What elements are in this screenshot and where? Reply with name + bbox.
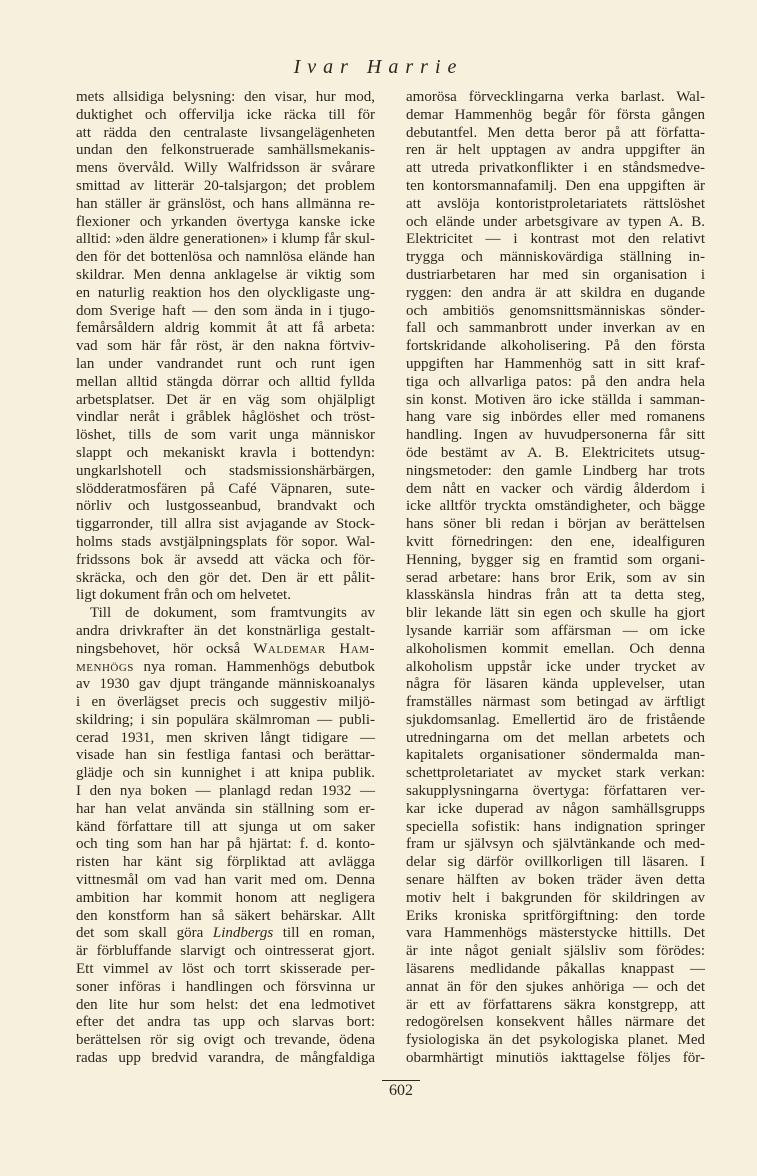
text-line: att utreda privatkonflikter i en ståndsmedve- [406,160,705,177]
text-line: känd författare till att sjunga ut om saker [76,818,375,835]
text-line: delar sig därför ovillkorligen till läsaren. I [406,854,705,871]
text-line: arbetsplatser. Det är en väg som ohjälpligt [76,391,375,408]
text-line: icke alltför tryckta omständigheter, och bägge [406,498,705,515]
text-line: vad som här får röst, är den nakna förtviv- [76,338,375,355]
text-line: handling. Ingen av huvudpersonerna får sitt [406,427,705,444]
text-line: berättelsen rör sig ovigt och trevande, ödena [76,1032,375,1049]
text-line: fortskridande alkoholisering. På den första [406,338,705,355]
text-line: duktighet och offervilja icke räcka till för [76,106,375,123]
text-line: radas upp bredvid varandra, de mångfaldiga [76,1050,375,1067]
text-line: schettproletariatet av mycket stark verkan: [406,765,705,782]
text-line: risten har känt sig förpliktad att avlägga [76,854,375,871]
text-line: ningsmetoder: den gamle Lindberg har trots [406,462,705,479]
small-caps-name: Waldemar Ham- [253,640,375,657]
text-line: sjukdomsanlag. Emellertid äro de fristående [406,711,705,728]
text-line: hans söner bli redan i början av berättelsen [406,516,705,533]
text-line: lysande karriär som affärsman — om icke [406,622,705,639]
text-line: några för läsaren kända upplevelser, utan [406,676,705,693]
text-line: femårsåldern aldrig kommit åt att få arbeta: [76,320,375,337]
text-line: debutantfel. Men detta beror på att författa- [406,124,705,141]
text-line: i en överlägset precis och suggestiv miljö- [76,694,375,711]
text-line: kvitt förnedringen: den ene, idealfiguren [406,533,705,550]
text-segment: nya roman. Hammenhögs debutbok [133,658,375,675]
text-line: slappt och mekaniskt kravla i bottendyn: [76,444,375,461]
running-title: Ivar Harrie [293,56,464,78]
text-line: den lite hur som helst: det ena ledmotivet [76,996,375,1013]
text-line: mellan alltid stängda dörrar och alltid fyllda [76,373,375,390]
text-line: alkoholismen kommit emellan. Och denna [406,640,705,657]
page-number: 602 [382,1080,420,1100]
text-line: demar Hammenhög begår för första gången [406,106,705,123]
text-line: ungkarlshotell och stadsmissionshärbärgen, [76,462,375,479]
text-line: sakupplysningarna övertyga: författaren ver- [406,783,705,800]
text-line: har han velat använda sin ställning som er- [76,800,375,817]
text-segment: till en roman, [273,925,375,942]
text-line: dom Sverige haft — den som ända in i tjugo- [76,302,375,319]
text-line: vindlar neråt i gråblek håglöshet och tröst- [76,409,375,426]
text-line: glädje och sin kunnighet i att knipa publik. [76,765,375,782]
text-line: fram ur självsyn och självtänkande och med- [406,836,705,853]
text-line [76,925,375,943]
text-line: soner införas i handlingen och försvinna ur [76,978,375,995]
text-line: fysiologiska än det psykologiska planet. Med [406,1032,705,1049]
text-line: tiga och allvarliga patos: på den andra hela [406,373,705,390]
text-line: löshet, tills de som varit unga människor [76,427,375,444]
text-line: den för det bottenlösa och namnlösa elände han [76,249,375,266]
text-line: mets allsidiga belysning: den visar, hur mod, [76,89,375,105]
text-line: redogörelsen konsekvent hålles närmare det [406,1014,705,1031]
text-line: amorösa förvecklingarna verka barlast. Wal- [406,89,705,105]
text-line: och ambitiös genomsnittsmänniskas sönder- [406,302,705,319]
text-line: att rädda den centralaste livsangelägenheten [76,124,375,141]
text-line: är inte något genialt själsliv som förödes: [406,943,705,960]
text-line: senare hälften av boken träder även detta [406,872,705,889]
text-line: är förbluffande slarvigt och ointresserat gjort. [76,943,375,960]
text-line: och ting som han har på hjärtat: f. d. konto- [76,836,375,853]
text-line: den konstform han så säkert behärskar. Allt [76,907,375,924]
text-line: att avslöja kontoristproletariatets rättslöshet [406,195,705,212]
text-line: smittad av litterär 20-talsjargon; det problem [76,177,375,194]
text-line: alltid: »den äldre generationen» i klump får skul- [76,231,375,248]
text-line: av 1930 gav djupt trängande människoanalys [76,676,375,693]
text-segment: det som skall göra [76,925,213,942]
text-line: nörliv och lustgosseanbud, brandvakt och [76,498,375,515]
text-line: cerad 1931, men skriven långt tidigare — [76,729,375,746]
text-line: I den nya boken — planlagd redan 1932 — [76,783,375,800]
text-line: trygga och människovärdiga ställning in- [406,249,705,266]
text-line: ren är helt upptagen av andra uppgifter än [406,142,705,159]
text-line: vittnesmål om vad han varit med om. Denna [76,872,375,889]
text-line [76,641,375,659]
text-line: serad arbetare: hans bror Erik, som av sin [406,569,705,586]
text-line: sin konst. Motiven äro icke ställda i samman- [406,391,705,408]
text-line: är ett av författarens säkra konstgrepp, att [406,996,705,1013]
italic-title: Lindbergs [212,925,274,942]
text-line: alkoholism uppstår icke under trycket av [406,658,705,675]
text-line: efter det andra tas upp och slarvas bort: [76,1014,375,1031]
text-line: han ställer är gränslöst, och hans allmänna re- [76,195,375,212]
small-caps-name: menhögs [76,658,134,675]
text-line: kar icke duperad av någon samhällsgrupps [406,800,705,817]
text-line: framställes närmast som betingad av ärftligt [406,694,705,711]
text-line: Henning, bygger sig en framtid som organi- [406,551,705,568]
text-line: dustriarbetaren har med sin organisation i [406,266,705,283]
text-line: annat än för den sjukes anhöriga — och det [406,978,705,995]
text-line: andra drivkrafter än det konstnärliga gestalt- [76,622,375,639]
text-line: motiv helt i bakgrunden för skildringen av [406,889,705,906]
text-line: fall och sammanbrott under inverkan av en [406,320,705,337]
text-line: dem nått en vacker och värdig ålderdom i [406,480,705,497]
text-line: holms stads avstjälpningsplats för sopor. Wal- [76,533,375,550]
text-line: slödderatmosfären på Café Väpnaren, sute- [76,480,375,497]
text-line: en naturlig reaktion hos den olyckligaste ung- [76,284,375,301]
text-column-left [76,89,375,1068]
text-line: Ett vimmel av löst och torrt skisserade per- [76,961,375,978]
text-line: vara Hammenhögs mästerstycke hittills. Det [406,925,705,942]
text-line [76,659,375,677]
text-line: visade han sin festliga fantasi och berättar- [76,747,375,764]
text-line: öde bestämt av A. B. Elektricitets utsug- [406,444,705,461]
text-line: mens övervåld. Willy Walfridsson är svårare [76,160,375,177]
text-line: kapitalets organisationer söndermalda man- [406,747,705,764]
text-line: läsarens medlidande påkallas knappast — [406,961,705,978]
text-line: skildring; i sin populära skälmroman — publi- [76,711,375,728]
text-line: Eriks kroniska spritförgiftning: den torde [406,907,705,924]
text-line: flexioner och yrkanden övertyga kanske icke [76,213,375,230]
text-line: hang vare sig inbördes eller med romanens [406,409,705,426]
text-line: ten kontorsmannafamilj. Den ena uppgiften är [406,177,705,194]
text-line: skildrar. Men denna anklagelse är viktig som [76,266,375,283]
text-line: och elände under arbetsgivare av typen A. B. [406,213,705,230]
text-line: uppgiften har Hammenhög satt in sitt kraf- [406,355,705,372]
text-line: fridssons bok är avsedd att väcka och för- [76,551,375,568]
text-line: Elektricitet — i kontrast mot den relativt [406,231,705,248]
text-line: ryggen: den andra är att skildra en dugande [406,284,705,301]
text-line: tiggarronder, till allra sist avjagande av Stock- [76,516,375,533]
text-column-right [406,89,705,1068]
text-segment: ningsbehovet, hör också [76,640,254,657]
text-line: blir lekande lätt sin egen och skulle ha gjort [406,605,705,622]
text-line: utredningarna om det mellan arbetets och [406,729,705,746]
text-line: lan under vandrandet runt och runt igen [76,355,375,372]
text-line: undan den felkonstruerade samhällsmekanis- [76,142,375,159]
text-line: speciella sofistik: hans indignation springer [406,818,705,835]
text-line: ligt dokument från och om helvetet. [76,587,291,604]
text-line: skräcka, och den gör det. Den är ett pålit- [76,569,375,586]
text-line: ambition har kommit honom att negligera [76,889,375,906]
text-line: klasskänsla hindras från att ta detta steg, [406,587,705,604]
text-line: obarmhärtigt minutiös iakttagelse följes för- [406,1050,705,1067]
text-line: Till de dokument, som framtvungits av [90,605,375,622]
